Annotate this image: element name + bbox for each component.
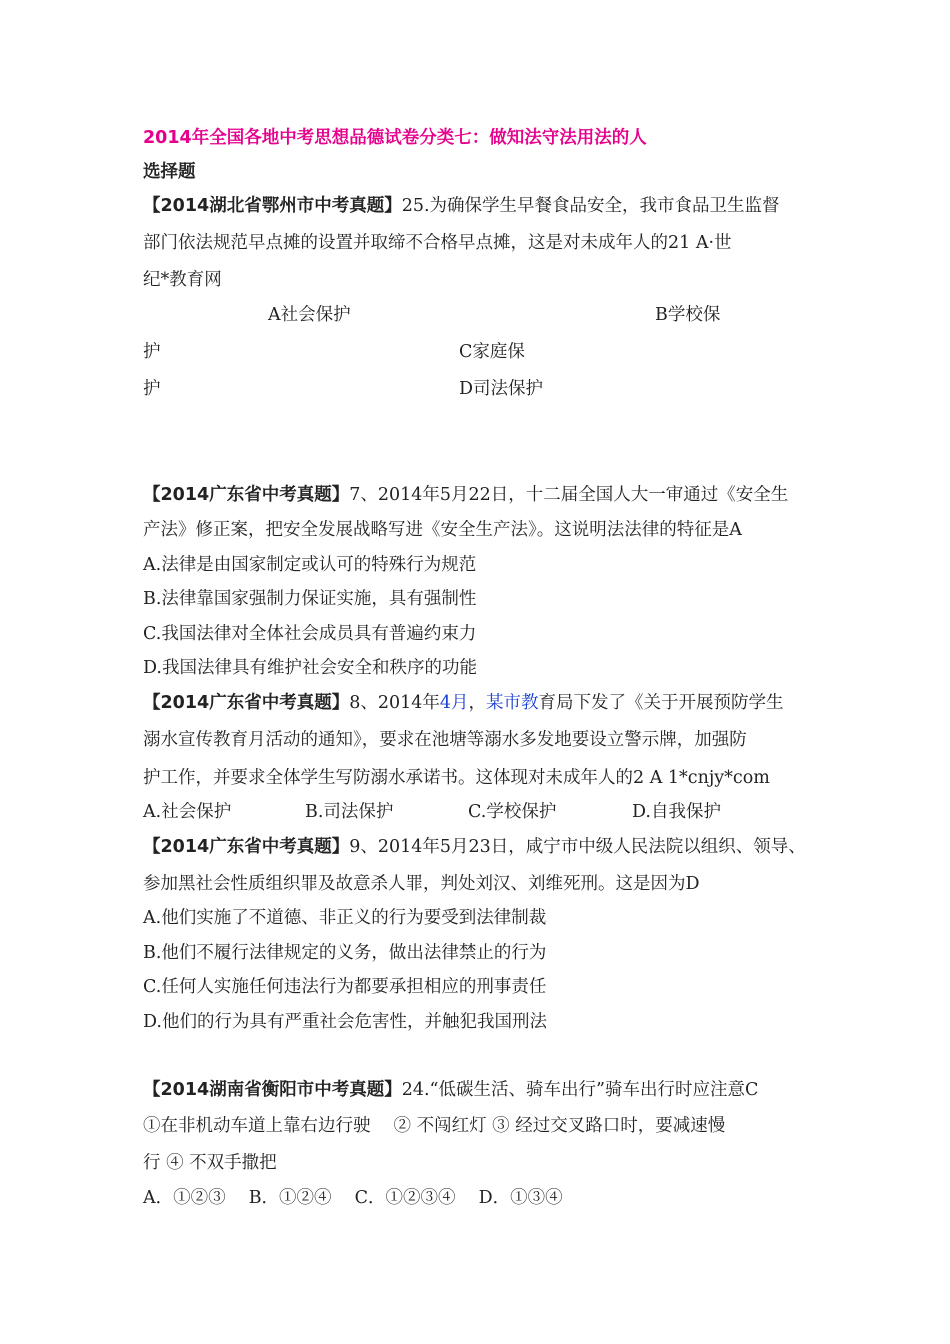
question-3-line-1 [143,691,784,715]
question-2-source: 【2014广东省中考真题】 [143,485,350,505]
question-1-stem: 25.为确保学生早餐食品安全，我市食品卫生监督 [401,196,780,216]
question-2-option-a: A.法律是由国家制定或认可的特殊行为规范 [143,555,477,575]
question-4-option-a: A.他们实施了不道德、非正义的行为要受到法律制裁 [143,908,547,928]
question-2-option-b: B.法律靠国家强制力保证实施，具有强制性 [143,589,477,609]
question-2-option-d: D.我国法律具有维护社会安全和秩序的功能 [143,658,477,678]
question-4-stem: 9、2014年5月23日，咸宁市中级人民法院以组织、领导、 [349,837,806,857]
question-5-line-1 [143,1078,758,1102]
question-3-line-3: 护工作，并要求全体学生写防溺水承诺书。这体现对未成年人的2 A 1*cnjy*com [143,768,770,788]
question-3-option-b: B.司法保护 [305,802,394,822]
question-3-source: 【2014广东省中考真题】 [143,693,350,713]
question-3-stem-c: 育局下发了《关于开展预防学生 [538,693,784,713]
document-title: 2014年全国各地中考思想品德试卷分类七：做知法守法用法的人 [143,128,647,148]
question-1-option-b-tail: 护 [143,342,161,362]
question-5-line-2: ①在非机动车道上靠右边行驶 ② 不闯红灯 ③ 经过交叉路口时，要减速慢 [143,1116,726,1136]
question-5-options: A．①②③ B．①②④ C．①②③④ D．①③④ [143,1188,563,1208]
question-2-option-c: C.我国法律对全体社会成员具有普遍约束力 [143,624,477,644]
question-3-option-c: C.学校保护 [468,802,557,822]
question-4-option-d: D.他们的行为具有严重社会危害性，并触犯我国刑法 [143,1012,547,1032]
question-2-line-2: 产法》修正案，把安全发展战略写进《安全生产法》。这说明法法律的特征是A [143,520,742,540]
question-5-stem: 24.“低碳生活、骑车出行”骑车出行时应注意C [401,1080,759,1100]
question-3-stem-a: 8、2014年 [349,693,440,713]
question-2-line-1 [143,483,788,507]
question-3-line-2: 溺水宣传教育月活动的通知》，要求在池塘等溺水多发地要设立警示牌，加强防 [143,730,747,750]
question-2-stem: 7、2014年5月22日，十二届全国人大一审通过《安全生 [349,485,789,505]
question-5-line-3: 行 ④ 不双手撒把 [143,1153,277,1173]
question-3-option-d: D.自我保护 [632,802,721,822]
question-4-line-2: 参加黑社会性质组织罪及故意杀人罪，判处刘汉、刘维死刑。这是因为D [143,874,700,894]
question-1-option-c: C家庭保 [459,342,525,362]
question-3-option-a: A.社会保护 [143,802,232,822]
question-1-line-3: 纪*教育网 [143,270,222,290]
question-5-source: 【2014湖南省衡阳市中考真题】 [143,1080,402,1100]
question-1-source: 【2014湖北省鄂州市中考真题】 [143,196,402,216]
question-4-option-c: C.任何人实施任何违法行为都要承担相应的刑事责任 [143,977,547,997]
section-heading: 选择题 [143,162,196,182]
question-4-line-1 [143,835,806,859]
question-3-stem-b: ， [468,693,487,713]
link-april[interactable]: 4月 [439,693,469,713]
question-1-option-d: D司法保护 [459,379,544,399]
question-1-line-1 [143,194,780,218]
question-4-option-b: B.他们不履行法律规定的义务，做出法律禁止的行为 [143,943,547,963]
question-1-option-a: A社会保护 [268,305,351,325]
question-1-option-c-tail: 护 [143,379,161,399]
question-4-source: 【2014广东省中考真题】 [143,837,350,857]
question-1-option-b: B学校保 [655,305,721,325]
link-city-education[interactable]: 某市教 [486,693,539,713]
question-1-line-2: 部门依法规范早点摊的设置并取缔不合格早点摊，这是对未成年人的21 A·世 [143,233,732,253]
